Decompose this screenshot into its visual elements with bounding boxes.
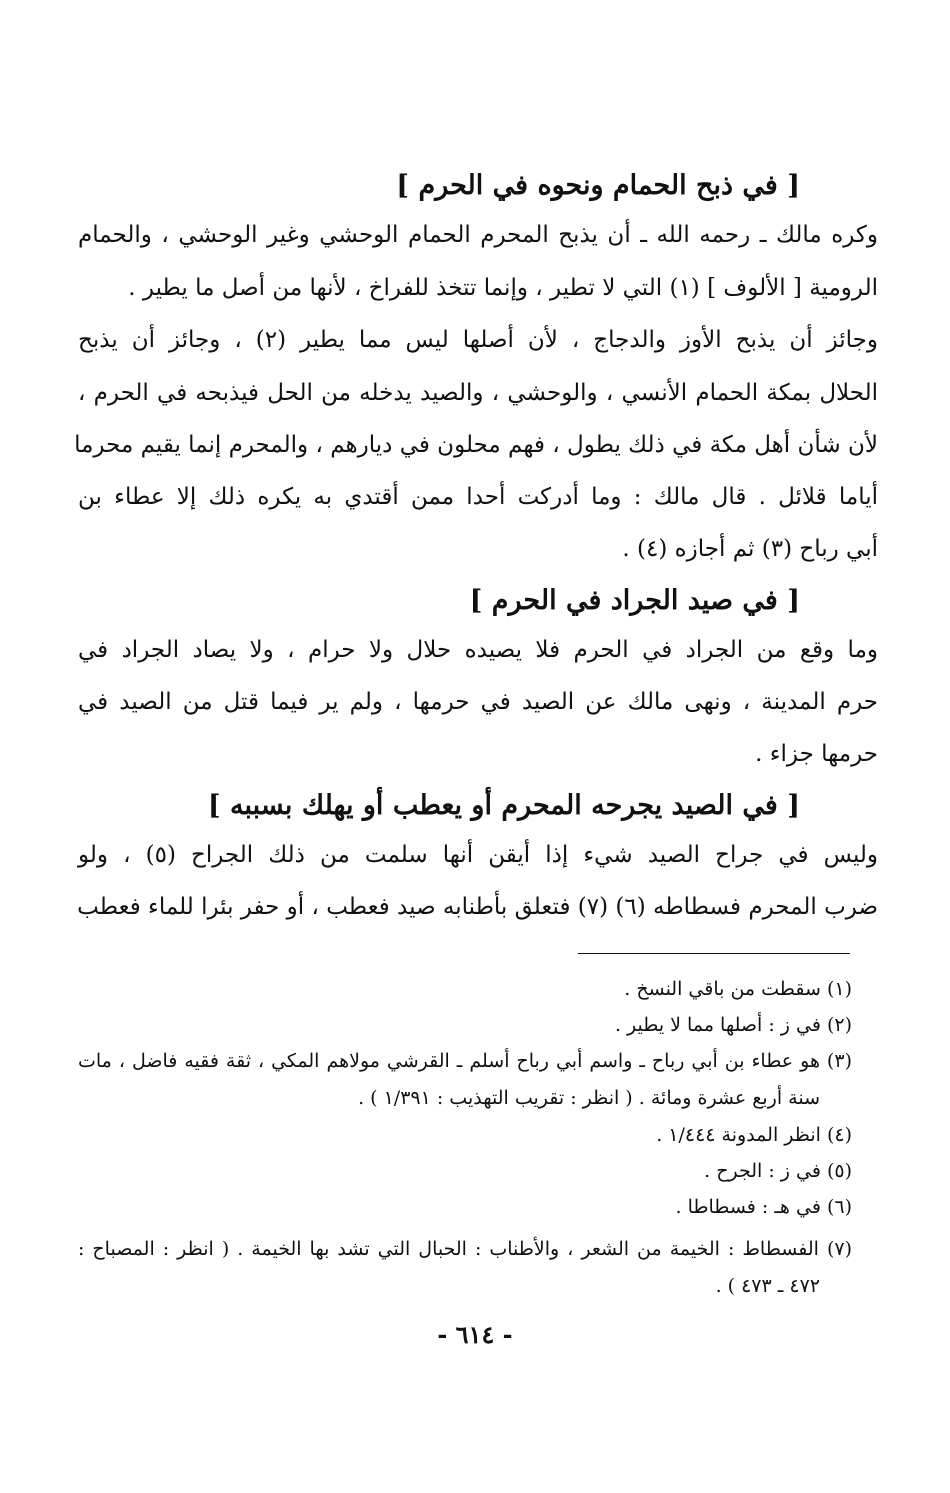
footnote-4: (٤) انظر المدونة ١/٤٤٤ .: [656, 1124, 852, 1146]
section-heading-wounded-game: [ في الصيد يجرحه المحرم أو يعطب أو يهلك بسببه ]: [207, 790, 800, 821]
page-number: - ٦١٤ -: [437, 1320, 513, 1349]
body-line: الحلال بمكة الحمام الأنسي ، والوحشي ، والصيد يدخله من الحل فيذبحه في الحرم ،: [78, 380, 878, 406]
footnote-1: (١) سقطت من باقي النسخ .: [624, 978, 852, 1000]
section-heading-locust-hunting: [ في صيد الجراد في الحرم ]: [469, 585, 800, 616]
footnote-5: (٥) في ز : الجرح .: [704, 1160, 852, 1182]
footnote-7: (٧) الفسطاط : الخيمة من الشعر ، والأطناب : الحبال التي تشد بها الخيمة . ( انظر : المصباح :: [78, 1238, 852, 1260]
footnote-6: (٦) في هـ : فسطاطا .: [675, 1196, 852, 1218]
body-line: وليس في جراح الصيد شيء إذا أيقن أنها سلمت من ذلك الجراح (٥) ، ولو: [78, 842, 879, 868]
body-line: حرمها جزاء .: [755, 741, 878, 767]
body-line: ضرب المحرم فسطاطه (٦) (٧) فتعلق بأطنابه صيد فعطب ، أو حفر بئرا للماء فعطب: [77, 894, 878, 920]
footnote-2: (٢) في ز : أصلها مما لا يطير .: [614, 1014, 852, 1036]
body-line: وكره مالك ـ رحمه الله ـ أن يذبح المحرم الحمام الوحشي وغير الوحشي ، والحمام: [78, 222, 878, 248]
footnote-3: (٣) هو عطاء بن أبي رباح ـ واسم أبي رباح أسلم ـ القرشي مولاهم المكي ، ثقة فقيه فاضل ، مات: [78, 1050, 852, 1072]
body-line: أياما قلائل . قال مالك : وما أدركت أحدا ممن أقتدي به يكره ذلك إلا عطاء بن: [78, 484, 878, 510]
footnote-3-continued: سنة أربع عشرة ومائة . ( انظر : تقريب التهذيب : ١/٣٩١ ) .: [358, 1087, 820, 1109]
body-line: أبي رباح (٣) ثم أجازه (٤) .: [622, 536, 878, 562]
section-heading-pigeon-slaughter: [ في ذبح الحمام ونحوه في الحرم ]: [396, 170, 800, 201]
body-line: وجائز أن يذبح الأوز والدجاج ، لأن أصلها ليس مما يطير (٢) ، وجائز أن يذبح: [78, 327, 879, 353]
body-line: الرومية [ الألوف ] (١) التي لا تطير ، وإنما تتخذ للفراخ ، لأنها من أصل ما يطير .: [128, 275, 878, 301]
body-line: وما وقع من الجراد في الحرم فلا يصيده حلال ولا حرام ، ولا يصاد الجراد في: [78, 637, 878, 663]
body-line: لأن شأن أهل مكة في ذلك يطول ، فهم محلون في ديارهم ، والمحرم إنما يقيم محرما: [74, 432, 878, 458]
footnote-separator: [578, 953, 850, 954]
body-line: حرم المدينة ، ونهى مالك عن الصيد في حرمها ، ولم ير فيما قتل من الصيد في: [78, 689, 878, 715]
footnote-7-continued: ٤٧٢ ـ ٤٧٣ ) .: [715, 1275, 820, 1297]
